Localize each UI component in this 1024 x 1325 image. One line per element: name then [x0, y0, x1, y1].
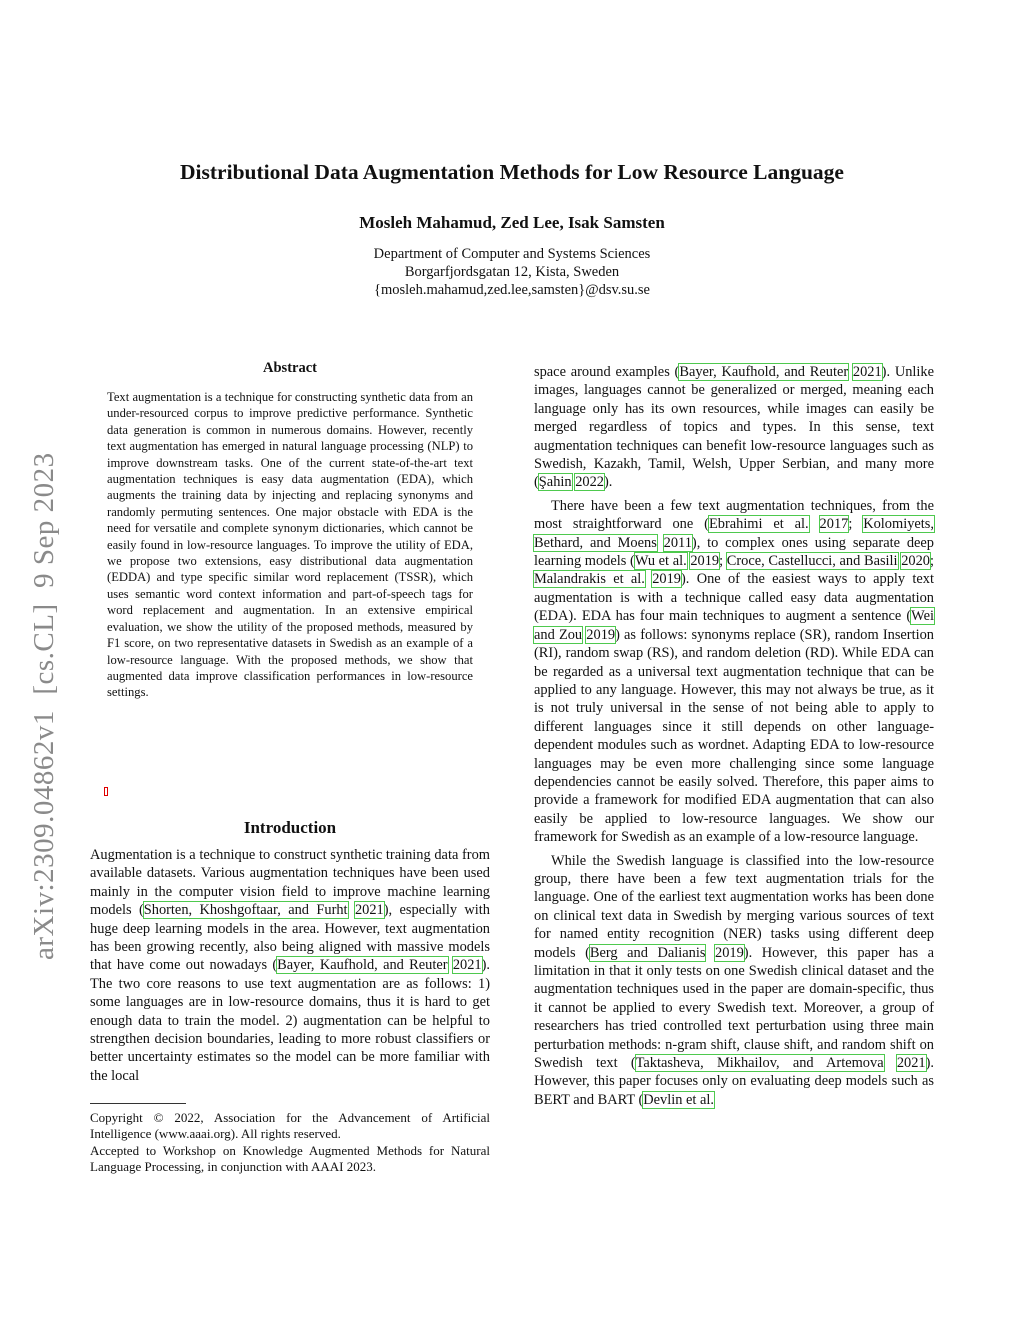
citation-year-link[interactable]: 2011 [663, 534, 692, 551]
citation-year-link[interactable]: 2019 [652, 571, 681, 588]
text-run: ). However, this paper focuses only on evaluating deep models such as BERT and BART ( [534, 1055, 934, 1108]
separator: ; [930, 553, 934, 570]
copyright-note: Copyright © 2022, Association for the Advancement of Artificial Intelligence (www.aaai.org). All rights reserved. [90, 1110, 490, 1141]
citation-year-link[interactable]: 2021 [852, 364, 882, 380]
citation-year-link[interactable]: 2021 [452, 957, 482, 974]
introduction-body [90, 846, 490, 1085]
citation-year-link[interactable]: 2022 [575, 474, 604, 491]
introduction-heading: Introduction [243, 818, 337, 837]
citation-year-link[interactable]: 2021 [896, 1055, 926, 1072]
text-run: ). Unlike images, languages cannot be generalized or merged, meaning each language only has its own resources, while images can easily be merged regardless of topics and types. In this sense, text augmentation techniques can benefit low-resource languages such as Swedish, Kazakh, Tamil, Welsh, Upper Serbian, and many more ( [534, 364, 934, 491]
citation-year-link[interactable]: 2019 [715, 944, 744, 961]
separator: ; [848, 516, 864, 533]
citation-link[interactable]: Wei and Zou [534, 608, 934, 643]
text-run: There have been a few text augmentation techniques, from the most straightforward one ( [534, 497, 934, 533]
citation-link[interactable]: Bayer, Kaufhold, and Reuter [277, 957, 448, 974]
citation-link[interactable]: Taktasheva, Mikhailov, and Artemova [635, 1055, 884, 1072]
citation-link[interactable]: Şahin [538, 474, 572, 491]
text-run: ). One of the easiest ways to apply text augmentation is with a technique called easy data augmentation (EDA). EDA has four main techniques to augment a sentence ( [534, 571, 934, 625]
text-run: space around examples ( [534, 364, 680, 380]
affiliation-dept: Department of Computer and Systems Sciences [373, 246, 651, 262]
text-run: ). However, this paper has a limitation in that it only tests on one Swedish clinical dataset and the augmentation techniques used in the paper are domain-specific, thus it cannot be applied to every Swedish text. Moreover, a group of researchers has tried controlled text perturbation using three main perturbation methods: n-gram shift, clause shift, and random shift on Swedish text ( [534, 944, 934, 1072]
affiliation-emails: {mosleh.mahamud,zed.lee,samsten}@dsv.su.se [374, 282, 650, 298]
citation-link[interactable]: Croce, Castellucci, and Basili [726, 553, 898, 570]
separator: ; [719, 553, 727, 570]
annotation-mark [104, 787, 108, 796]
abstract-section [90, 360, 490, 701]
paper-title: Distributional Data Augmentation Methods for Low Resource Language [180, 160, 844, 184]
acceptance-note: Accepted to Workshop on Knowledge Augmented Methods for Natural Language Processing, in conjunction with AAAI 2023. [90, 1143, 490, 1174]
citation-link[interactable]: Berg and Dalianis [589, 944, 706, 961]
abstract-text: Text augmentation is a technique for constructing synthetic data from an under-resourced corpus to improve predictive performance. Synthetic data generation is common in numerous domains. However, recently text augmentation has emerged in natural language processing (NLP) to improve downstream tasks. One of the current state-of-the-art text augmentation techniques is easy data augmentation (EDA), which augments the training data by injecting and replacing synonyms and randomly permuting sentences. One major obstacle with EDA is the need for versatile and complete synonym dictionaries, which cannot be easily found in low-resource languages. To improve the utility of EDA, we propose two extensions, easy distributional data augmentation (EDDA) and type specific similar word replacement (TSSR), which uses semantic word context information and part-of-speech tags for word replacement and augmentation. In an extensive empirical evaluation, we show the utility of the proposed methods, measured by F1 score, on two representative datasets in Swedish as an example of a low-resource language. With the proposed methods, we show that augmented data improve classification performances in low-resource settings. [107, 390, 473, 700]
intro-paragraph [90, 846, 490, 1085]
author-list: Mosleh Mahamud, Zed Lee, Isak Samsten [359, 213, 665, 232]
citation-link[interactable]: Devlin et al. [643, 1091, 715, 1108]
body-paragraph [534, 852, 934, 1110]
text-run: ) as follows: synonyms replace (SR), random Insertion (RI), random swap (RS), and random deletion (RD). While EDA can be regarded as a universal text augmentation technique that can be applied to any language. However, this may not always be true, as it is not truly universal in the sense of not being able to apply to different languages since it still depends on other language-dependent modules such as wordnet. Adapting EDA to low-resource languages may be even more challenging since some language dependencies cannot be easily solved. Therefore, this paper aims to provide a framework for modified EDA augmentation that can also easily be applied to low-resource languages. We show our framework for Swedish as an example of a low-resource language. [534, 626, 934, 846]
citation-link[interactable]: Wu et al. [634, 553, 687, 570]
citation-year-link[interactable]: 2020 [901, 553, 930, 570]
text-run: ). The two core reasons to use text augmentation are as follows: 1) some languages are in low-resource domains, thus it is hard to get enough data to train the model. 2) augmentation can be helpful to strengthen decision boundaries, leading to more robust classifiers or better uncertainty estimates so the model can be more familiar with the local [90, 957, 490, 1084]
arxiv-stamp: arXiv:2309.04862v1 [cs.CL] 9 Sep 2023 [28, 452, 60, 960]
citation-year-link[interactable]: 2021 [354, 902, 384, 919]
citation-link[interactable]: Ebrahimi et al. [708, 516, 809, 533]
body-paragraph [534, 497, 934, 847]
citation-link[interactable]: Malandrakis et al. [534, 571, 645, 588]
affiliation-address: Borgarfjordsgatan 12, Kista, Sweden [404, 264, 620, 280]
citation-year-link[interactable]: 2019 [586, 626, 616, 643]
abstract-heading: Abstract [263, 360, 317, 376]
text-run: ). [603, 474, 613, 491]
affiliation [0, 245, 1024, 299]
text-run: Augmentation is a technique to construct synthetic training data from available datasets. Various augmentation techniques have been used mainly in the computer vision field to improve machine learning models ( [90, 847, 490, 919]
text-run: ), to complex ones using separate deep learning models ( [534, 534, 934, 570]
citation-year-link[interactable]: 2017 [819, 516, 849, 533]
footnote-rule [90, 1103, 186, 1104]
citation-link[interactable]: Bayer, Kaufhold, and Reuter [679, 364, 849, 380]
citation-year-link[interactable]: 2019 [690, 553, 720, 570]
text-run: While the Swedish language is classified into the low-resource group, there have been a few text augmentation trials for the language. One of the earliest text augmentation works has been done on clinical text data in Swedish by merging various sources of text for named entity recognition (NER) tasks using different deep models ( [534, 852, 934, 961]
body-paragraph [534, 363, 934, 492]
citation-link[interactable]: Shorten, Khoshgoftaar, and Furht [143, 902, 348, 919]
footnote [90, 1103, 490, 1176]
text-run: ), especially with huge deep learning models in the area. However, text augmentation has been growing recently, also being aligned with massive models that have come out nowadays ( [90, 902, 490, 974]
citation-link[interactable]: Kolomiyets, Bethard, and Moens [534, 516, 934, 551]
right-column [534, 363, 934, 1109]
